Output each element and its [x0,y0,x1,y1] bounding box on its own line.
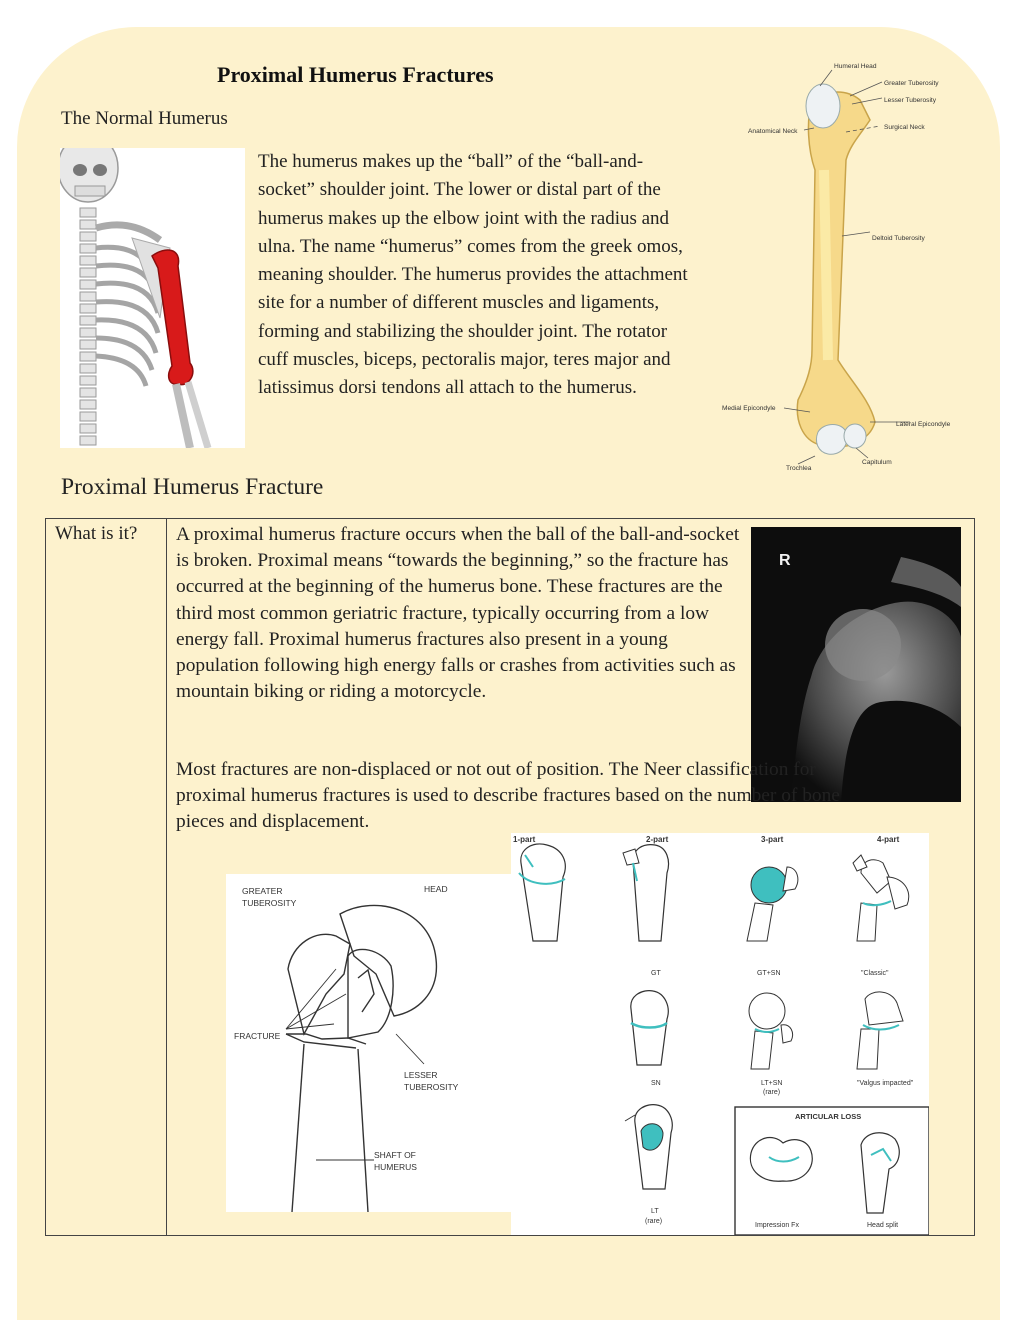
label-head: HEAD [424,884,448,894]
fracture-section-title: Proximal Humerus Fracture [61,474,324,500]
caption-sn: SN [651,1080,661,1087]
caption-gt-sn: GT+SN [757,970,781,977]
label-trochlea: Trochlea [786,465,812,472]
caption-classic: "Classic" [861,970,889,977]
row-label-what-is-it: What is it? [55,523,138,544]
articular-loss-title: ARTICULAR LOSS [795,1112,862,1121]
fracture-parts-diagram [226,874,513,1212]
caption-head-split: Head split [867,1222,899,1229]
table-column-divider [166,519,167,1235]
label-greater-tuberosity-2: TUBEROSITY [242,898,297,908]
neer-classification-chart [511,833,929,1235]
label-humeral-head: Humeral Head [834,63,877,70]
page-title: Proximal Humerus Fractures [217,62,494,87]
caption-lt-sn-rare: (rare) [763,1089,781,1096]
label-greater: GREATER [242,886,283,896]
normal-humerus-heading: The Normal Humerus [61,108,228,129]
label-shaft-of: SHAFT OF [374,1150,416,1160]
humerus-anatomy-diagram [720,60,970,475]
skeleton-illustration [60,148,245,448]
info-table [45,518,975,1236]
caption-lt: LT [651,1208,659,1215]
label-capitulum: Capitulum [862,459,892,466]
label-shaft-humerus: HUMERUS [374,1162,417,1172]
fracture-description-paragraph: A proximal humerus fracture occurs when the ball of the ball-and-socket is broken. Proximal means “towards the beginning,” so the fracture has occurred at the beginning of the humerus bone. These fractures are the third most common geriatric fracture, typically occurring from a low energy fall. Proximal humerus fractures also present in a young population following high energy falls or crashes from activities such as mountain biking or riding a motorcycle. [176,524,740,703]
caption-impression-fx: Impression Fx [755,1222,799,1229]
label-medial-epicondyle: Medial Epicondyle [722,405,776,412]
neer-classification-paragraph: Most fractures are non-displaced or not out of position. The Neer classification for proximal humerus fractures is used to describe fractures based on the number of bone pieces and displacement. [176,759,840,833]
label-deltoid-tuberosity: Deltoid Tuberosity [872,235,925,242]
column-2-part: 2-part [646,835,669,844]
label-lesser: LESSER [404,1070,438,1080]
label-greater-tuberosity: Greater Tuberosity [884,80,939,87]
label-lateral-epicondyle: Lateral Epicondyle [896,421,951,428]
caption-lt-sn: LT+SN [761,1080,783,1087]
label-anatomical-neck: Anatomical Neck [748,128,798,135]
column-1-part: 1-part [513,835,536,844]
label-surgical-neck: Surgical Neck [884,124,925,131]
column-4-part: 4-part [877,835,900,844]
intro-paragraph: The humerus makes up the “ball” of the “ball-and-socket” shoulder joint. The lower or distal part of the humerus makes up the elbow joint with the radius and ulna. The name “humerus” comes from the greek omos, meaning shoulder. The humerus provides the attachment site for a number of different muscles and ligaments, forming and stabilizing the shoulder joint. The rotator cuff muscles, biceps, pectoralis major, teres major and latissimus dorsi tendons all attach to the humerus. [258,151,688,399]
caption-gt: GT [651,970,661,977]
xray-side-marker: R [779,552,791,569]
label-fracture: FRACTURE [234,1031,281,1041]
caption-valgus-impacted: "Valgus impacted" [857,1080,914,1087]
label-lesser-tuberosity-2: TUBEROSITY [404,1082,459,1092]
column-3-part: 3-part [761,835,784,844]
caption-lt-rare: (rare) [645,1218,663,1225]
label-lesser-tuberosity: Lesser Tuberosity [884,97,937,104]
